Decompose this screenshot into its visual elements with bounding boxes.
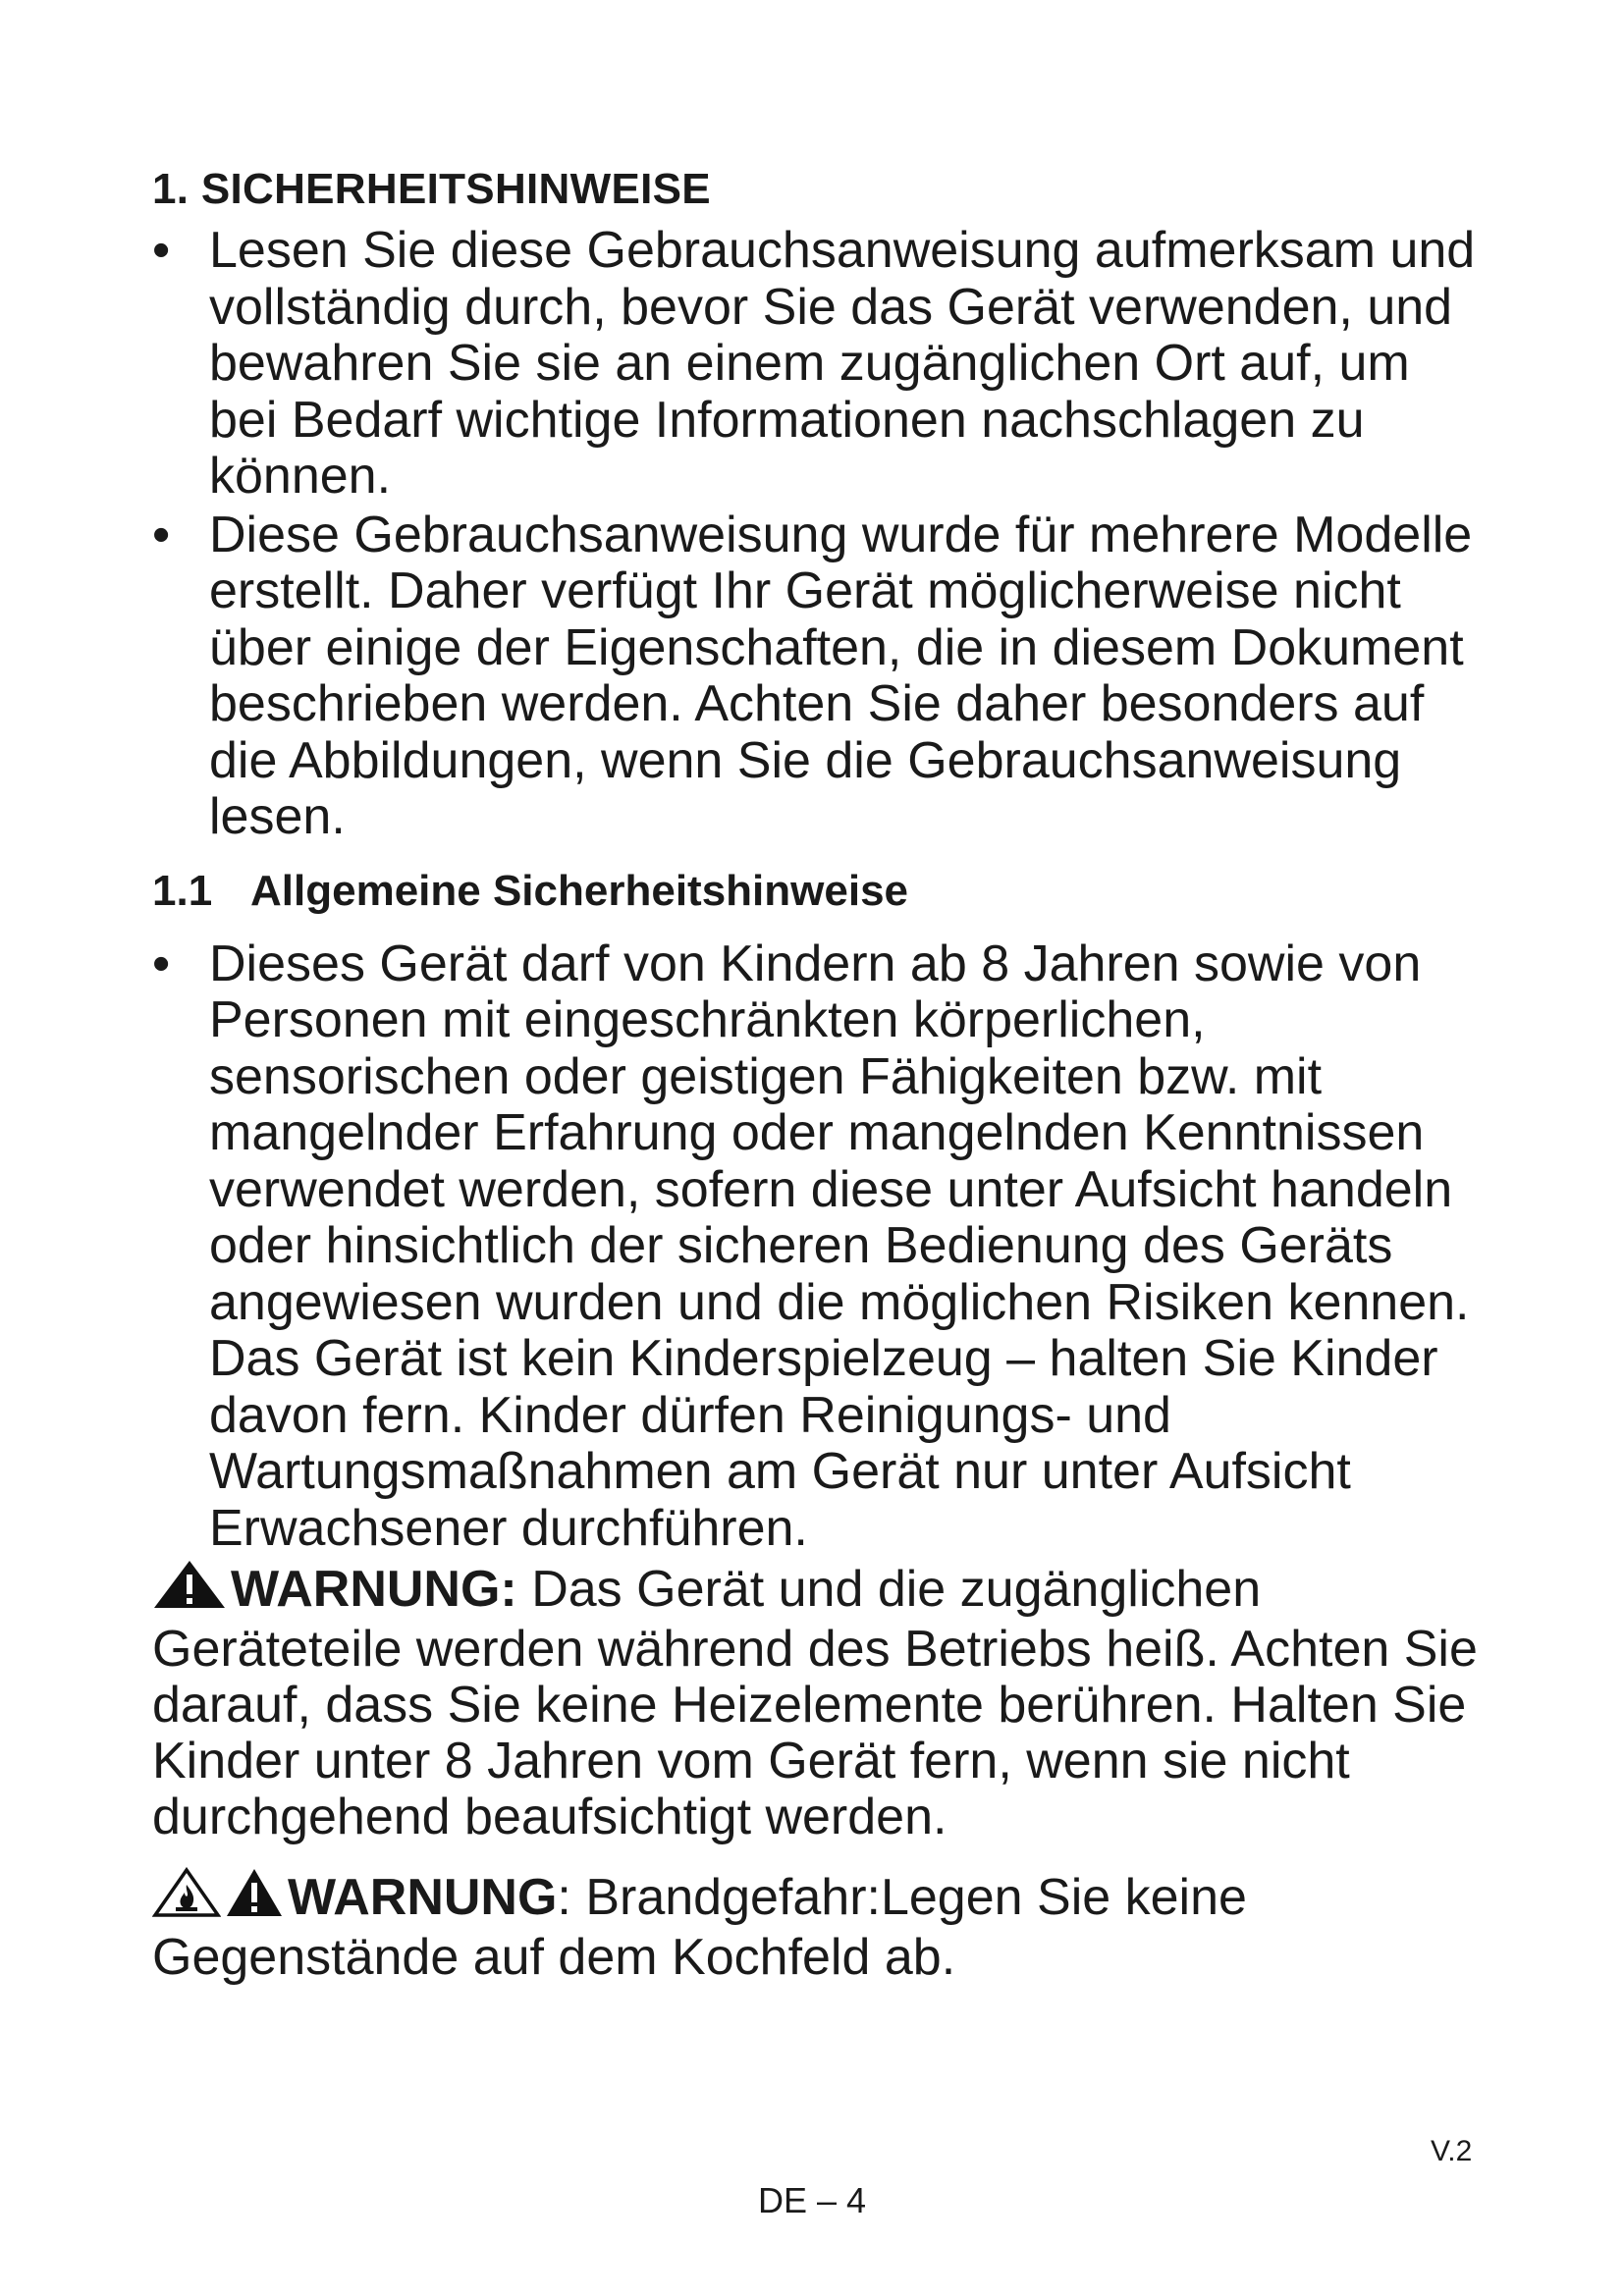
subsection-label: Allgemeine Sicherheitshinweise	[250, 866, 909, 915]
page-number: DE – 4	[757, 2180, 867, 2220]
list-item	[152, 936, 1488, 1558]
bullet-marker: •	[152, 506, 171, 563]
bullet-text: Diese Gebrauchsanweisung wurde für mehrere Modelle erstellt. Daher verfügt Ihr Gerät möglicherweise nicht über einige der Eigenschaften, die in diesem Dokument beschrieben werden. Achten Sie daher besonders auf die Abbildungen, wenn Sie die Gebrauchsanweisung lesen.	[209, 506, 1473, 845]
subsection-number: 1.1	[152, 866, 213, 915]
warning-label: WARNUNG	[288, 1869, 558, 1926]
section-title: 1. SICHERHEITSHINWEISE	[152, 165, 711, 213]
warning-label: WARNUNG:	[231, 1561, 517, 1618]
warning-triangle-icon	[225, 1867, 284, 1930]
warning-text: Das Gerät und die zugänglichen Geräteteile werden während des Betriebs heiß. Achten Sie darauf, dass Sie keine Heizelemente berühren. Halten Sie Kinder unter 8 Jahren vom Gerät fern, wenn sie nicht durchgehend beaufsichtigt werden.	[152, 1561, 1478, 1845]
version-label: V.2	[1431, 2135, 1473, 2167]
bullet-marker: •	[152, 934, 171, 992]
warning-block	[152, 1559, 1488, 1845]
bullet-text: Lesen Sie diese Gebrauchsanweisung aufmerksam und vollständig durch, bevor Sie das Gerät verwenden, und bewahren Sie sie an einem zugänglichen Ort auf, um bei Bedarf wichtige Informationen nachschlagen zu können.	[209, 222, 1476, 505]
subsection-title	[152, 864, 1488, 919]
warning-triangle-icon	[152, 1559, 227, 1622]
bullet-text: Dieses Gerät darf von Kindern ab 8 Jahren sowie von Personen mit eingeschränkten körperlichen, sensorischen oder geistigen Fähigkeiten bzw. mit mangelnder Erfahrung oder mangelnden Kenntnissen verwendet werden, sofern diese unter Aufsicht handeln oder hinsichtlich der sicheren Bedienung des Geräts angewiesen wurden und die möglichen Risiken kennen. Das Gerät ist kein Kinderspielzeug – halten Sie Kinder davon fern. Kinder dürfen Reinigungs- und Wartungsmaßnahmen am Gerät nur unter Aufsicht Erwachsener durchführen.	[209, 934, 1470, 1557]
list-item	[152, 223, 1488, 506]
bullet-marker: •	[152, 222, 171, 279]
fire-hazard-icon	[152, 1867, 221, 1930]
document-page	[152, 162, 1488, 1986]
list-item	[152, 507, 1488, 846]
warning-text: : Brandgefahr:Legen Sie keine Gegenstände auf dem Kochfeld ab.	[152, 1869, 1247, 1986]
warning-block	[152, 1867, 1488, 1986]
